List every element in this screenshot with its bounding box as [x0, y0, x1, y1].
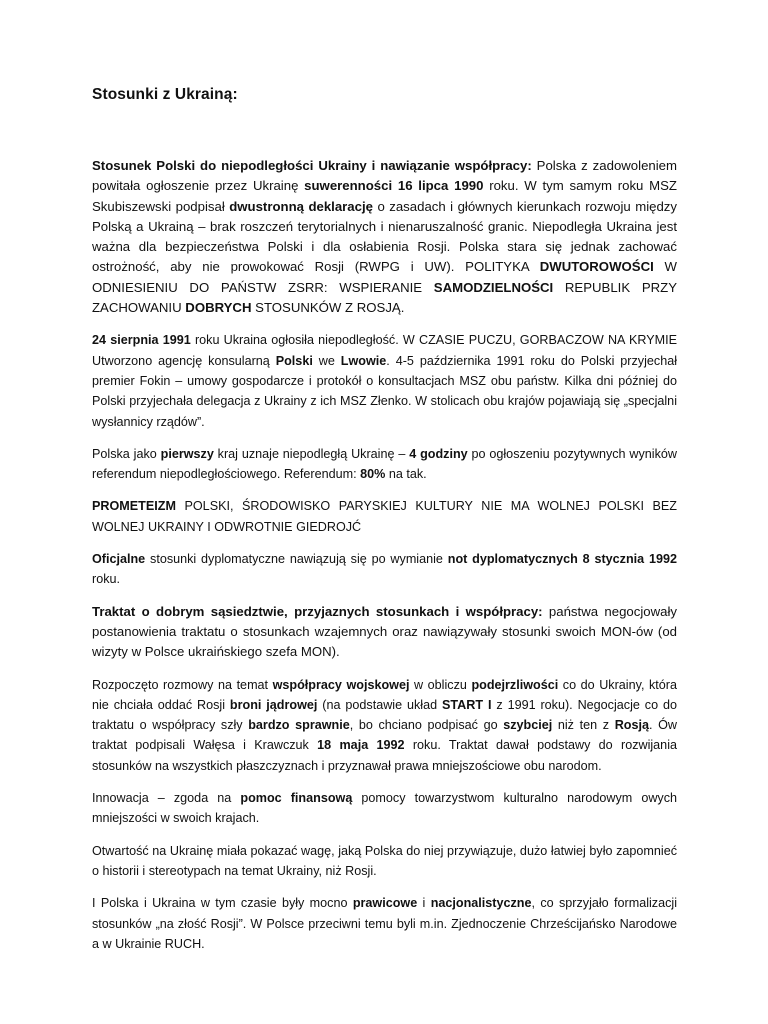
- text-run: kraj uznaje niepodległą Ukrainę –: [213, 446, 410, 461]
- bold-text: DOBRYCH: [185, 300, 252, 316]
- bold-text: Polski: [275, 353, 313, 368]
- text-run: Polska jako: [92, 446, 161, 461]
- text-run: z 1991 roku). Negocjacje co do traktatu o współpracy szły: [92, 697, 677, 733]
- text-run: . 4-5 października 1991 roku do Polski przyjechał premier Fokin – umowy gospodarcze i protokół o konsultacjach MSZ obu państw. Kilka dni później do Polski przyjechała delegacja z Ukrainy z ich MSZ Złenko. W stolicach obu krajów pojawiają się „specjalni wysłannicy rządów”.: [92, 353, 678, 429]
- bold-text: szybciej: [503, 718, 553, 733]
- bold-text: DWUTOROWOŚCI: [539, 259, 654, 275]
- bold-text: PROMETEIZM: [92, 499, 176, 514]
- text-run: roku. Traktat dawał podstawy do rozwijania stosunków na wszystkich płaszczyznach i przyznawał prawa mniejszościowe obu narodom.: [92, 738, 677, 773]
- bold-text: pomoc finansową: [240, 791, 353, 806]
- bold-text: nacjonalistyczne: [430, 896, 532, 911]
- bold-text: 24 sierpnia 1991: [92, 333, 191, 348]
- bold-text: 18 maja 1992: [317, 738, 405, 753]
- bold-text: pierwszy: [160, 446, 214, 461]
- bold-text: broni jądrowej: [229, 697, 318, 712]
- text-run: REPUBLIK PRZY ZACHOWANIU: [92, 279, 677, 316]
- bold-text: not dyplomatycznych 8 stycznia 1992: [447, 552, 677, 567]
- text-run: w obliczu: [409, 677, 472, 692]
- bold-text: Rosją: [614, 718, 649, 733]
- text-run: roku Ukraina ogłosiła niepodległość. W CZASIE PUCZU, GORBACZOW NA KRYMIE Utworzono agencję konsularną: [92, 333, 678, 368]
- bold-text: 4 godziny: [409, 446, 468, 461]
- bold-text: podejrzliwości: [471, 677, 559, 692]
- text-run: na tak.: [385, 467, 427, 482]
- paragraph-8: [92, 788, 677, 829]
- text-run: o zasadach i głównych kierunkach rozwoju między Polską a Ukrainą – brak roszczeń terytorialnych i nienaruszalność granic. Niepodległa Ukraina jest ważna dla bezpieczeństwa Polski i dla osłabienia Rosji. Polska stara się jednak zachować ostrożność, aby nie prowokować Rosji (RWPG i UW). POLITYKA: [92, 198, 677, 275]
- document-body: [92, 156, 677, 966]
- text-run: Otwartość na Ukrainę miała pokazać wagę, jaką Polska do niej przywiązuje, dużo łatwiej było zapomnieć o historii i stereotypach na temat Ukrainy, niż Rosji.: [92, 843, 677, 878]
- bold-text: SAMODZIELNOŚCI: [433, 279, 554, 295]
- paragraph-10: [92, 893, 677, 954]
- paragraph-3: [92, 444, 677, 485]
- paragraph-1: [92, 156, 677, 318]
- bold-text: bardzo sprawnie: [248, 718, 350, 733]
- document-title: Stosunki z Ukrainą:: [92, 86, 238, 103]
- paragraph-5: [92, 549, 677, 590]
- text-run: niż ten z: [552, 718, 615, 733]
- text-run: , bo chciano podpisać go: [349, 718, 504, 733]
- text-run: pomocy towarzystwom kulturalno narodowym owych mniejszości w swoich krajach.: [92, 791, 678, 826]
- text-run: (na podstawie układ: [317, 697, 443, 712]
- text-run: , co sprzyjało formalizacji stosunków „na złość Rosji”. W Polsce przeciwni temu byli m.in. Zjednoczenie Chrześcijańsko Narodowe a w Ukrainie RUCH.: [92, 896, 677, 951]
- paragraph-7: [92, 675, 677, 776]
- bold-text: prawicowe: [352, 896, 418, 911]
- paragraph-6: [92, 602, 677, 663]
- paragraph-9: [92, 841, 677, 882]
- text-run: i: [417, 896, 431, 911]
- paragraph-4: [92, 496, 677, 537]
- text-run: W ODNIESIENIU DO PAŃSTW ZSRR: WSPIERANIE: [92, 259, 677, 295]
- bold-text: Lwowie: [340, 353, 387, 368]
- text-run: POLSKI, ŚRODOWISKO PARYSKIEJ KULTURY NIE MA WOLNEJ POLSKI BEZ WOLNEJ UKRAINY I ODWROTNIE GIEDROJĆ: [92, 499, 677, 534]
- bold-text: suwerenności 16 lipca 1990: [304, 178, 484, 194]
- bold-text: Stosunek Polski do niepodległości Ukrainy i nawiązanie współpracy:: [92, 158, 532, 173]
- bold-text: Traktat o dobrym sąsiedztwie, przyjaznych stosunkach i współpracy:: [92, 603, 543, 619]
- text-run: roku.: [92, 572, 120, 587]
- text-run: we: [312, 353, 341, 368]
- bold-text: 80%: [360, 467, 386, 482]
- bold-text: współpracy wojskowej: [272, 677, 410, 692]
- text-run: roku. W tym samym roku MSZ Skubiszewski podpisał: [92, 178, 677, 214]
- text-run: STOSUNKÓW Z ROSJĄ.: [251, 300, 405, 316]
- bold-text: START I: [442, 697, 492, 712]
- text-run: stosunki dyplomatyczne nawiązują się po wymianie: [145, 552, 448, 567]
- text-run: Polska z zadowoleniem powitała ogłoszenie przez Ukrainę: [92, 158, 677, 194]
- text-run: Innowacja – zgoda na: [92, 791, 241, 806]
- text-run: I Polska i Ukraina w tym czasie były mocno: [92, 896, 353, 911]
- text-run: co do Ukrainy, która nie chciała oddać Rosji: [92, 677, 678, 712]
- paragraph-2: [92, 330, 677, 431]
- text-run: . Ów traktat podpisali Wałęsa i Krawczuk: [92, 718, 678, 753]
- bold-text: Oficjalne: [92, 552, 146, 567]
- bold-text: dwustronną deklarację: [229, 198, 373, 214]
- text-run: Rozpoczęto rozmowy na temat: [92, 677, 273, 692]
- text-run: po ogłoszeniu pozytywnych wyników referendum niepodległościowego. Referendum:: [92, 446, 677, 482]
- text-run: państwa negocjowały postanowienia traktatu o stosunkach wzajemnych oraz nawiązywały stosunki swoich MON-ów (od wizyty w Polsce ukraińskiego szefa MON).: [92, 603, 677, 660]
